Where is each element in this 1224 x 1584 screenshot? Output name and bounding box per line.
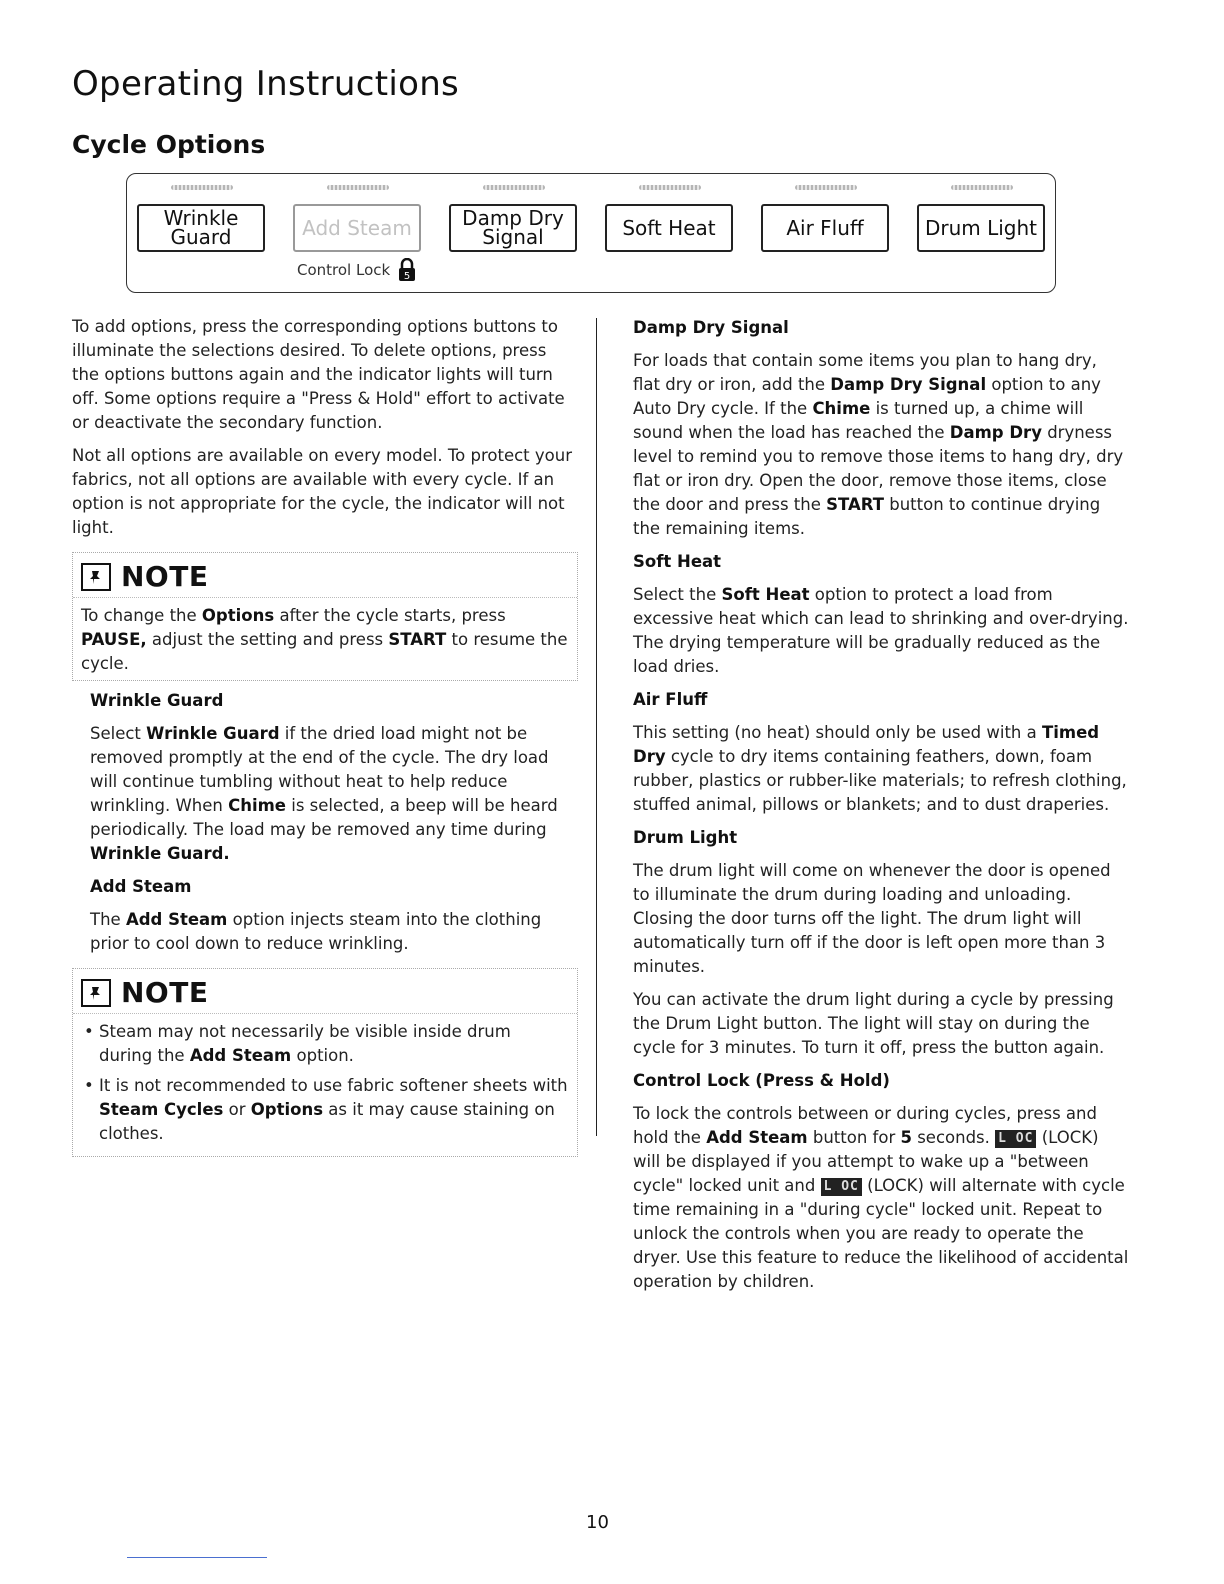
note-header (73, 969, 577, 1014)
drum-light-button[interactable]: Drum Light (917, 204, 1045, 252)
lock-display-icon: L OC (821, 1178, 862, 1196)
option-air-fluff (761, 204, 889, 252)
add-steam-button[interactable]: Add Steam (293, 204, 421, 252)
soft-heat-text: Select the Soft Heat option to protect a load from excessive heat which can lead to shrinking and over-drying. The drying temperature will be gradually reduced as the load dries. (633, 585, 1129, 676)
wrinkle-guard-button[interactable]: Wrinkle Guard (137, 204, 265, 252)
note-box-1 (72, 552, 578, 681)
wrinkle-guard-heading: Wrinkle Guard (90, 691, 224, 710)
control-lock-label (297, 258, 416, 282)
option-drum-light (917, 204, 1045, 252)
wrinkle-guard-text: Select Wrinkle Guard if the dried load might not be removed promptly at the end of the cycle. The dry load will continue tumbling without heat to help reduce wrinkling. When Chime is selected, a beep will be heard periodically. The load may be removed any time during Wrinkle Guard. (90, 724, 558, 863)
note-pushpin-icon (81, 979, 111, 1007)
note-body (73, 1014, 577, 1156)
note-header (73, 553, 577, 598)
indicator-light (639, 185, 701, 190)
indicator-light (795, 185, 857, 190)
drum-light-text-1: The drum light will come on whenever the door is opened to illuminate the drum during loading and unloading. Closing the door turns off the light. The drum light will automatically turn off if the door is left open more than 3 minutes. (633, 861, 1111, 976)
indicator-light (951, 185, 1013, 190)
drum-light-text-2: You can activate the drum light during a cycle by pressing the Drum Light button. The light will stay on during the cycle for 3 minutes. To turn it off, press the button again. (633, 990, 1114, 1057)
add-steam-text: The Add Steam option injects steam into the clothing prior to cool down to reduce wrinkling. (90, 910, 542, 953)
option-add-steam (293, 204, 421, 252)
drum-light-heading: Drum Light (633, 828, 738, 847)
add-steam-heading: Add Steam (90, 877, 192, 896)
indicator-light (171, 185, 233, 190)
lock-display-icon: L OC (995, 1130, 1036, 1148)
note-title: NOTE (121, 976, 209, 1009)
lock-icon-number: 5 (404, 271, 411, 282)
option-damp-dry-signal (449, 204, 577, 252)
control-lock-heading: Control Lock (Press & Hold) (633, 1071, 890, 1090)
soft-heat-button[interactable]: Soft Heat (605, 204, 733, 252)
page-title: Operating Instructions (72, 64, 460, 104)
left-column (72, 315, 578, 1165)
intro-paragraph-1: To add options, press the corresponding options buttons to illuminate the selections desired. To delete options, press the options buttons again and the indicator lights will turn off. Some options require a "Press & Hold" effort to activate or deactivate the secondary function. (72, 317, 565, 432)
option-soft-heat (605, 204, 733, 252)
indicator-light (483, 185, 545, 190)
option-wrinkle-guard (137, 204, 265, 252)
air-fluff-text: This setting (no heat) should only be used with a Timed Dry cycle to dry items containing feathers, down, foam rubber, plastics or rubber-like materials; to refresh clothing, stuffed animal, pillows or blankets; and to dust draperies. (633, 723, 1127, 814)
air-fluff-heading: Air Fluff (633, 690, 708, 709)
column-divider (596, 318, 597, 1136)
note-body: To change the Options after the cycle starts, press PAUSE, adjust the setting and press START to resume the cycle. (81, 606, 568, 673)
page-number: 10 (586, 1512, 609, 1533)
damp-dry-heading: Damp Dry Signal (633, 318, 789, 337)
damp-dry-signal-button[interactable]: Damp Dry Signal (449, 204, 577, 252)
footer-line (127, 1557, 267, 1558)
options-control-panel (126, 173, 1056, 293)
wrinkle-guard-section (90, 689, 578, 956)
damp-dry-text: For loads that contain some items you plan to hang dry, flat dry or iron, add the Damp Dry Signal option to any Auto Dry cycle. If the Chime is turned up, a chime will sound when the load has reached the Damp Dry dryness level to remind you to remove those items to hang dry, dry flat or iron dry. Open the door, remove those items, close the door and press the START button to continue drying the remaining items. (633, 351, 1124, 538)
control-lock-text: To lock the controls between or during cycles, press and hold the Add Steam button for 5 seconds. L OC (LOCK) will be displayed if you attempt to wake up a "between cycle" locked unit and L OC (LOCK) will alternate with cycle time remaining in a "during cycle" locked unit. Repeat to unlock the controls when you are ready to operate the dryer. Use this feature to reduce the likelihood of accidental operation by children. (633, 1104, 1129, 1291)
indicator-light (327, 185, 389, 190)
intro-paragraph-2: Not all options are available on every model. To protect your fabrics, not all options are available with every cycle. If an option is not appropriate for the cycle, the indicator will not light. (72, 446, 572, 537)
note-bullet: • It is not recommended to use fabric softener sheets with Steam Cycles or Options as it may cause staining on clothes. (99, 1074, 569, 1146)
lock-icon (398, 258, 416, 282)
note-bullet: • Steam may not necessarily be visible inside drum during the Add Steam option. (99, 1020, 569, 1068)
note-pushpin-icon (81, 563, 111, 591)
note-box-2 (72, 968, 578, 1157)
air-fluff-button[interactable]: Air Fluff (761, 204, 889, 252)
right-column (633, 316, 1129, 1303)
control-lock-text: Control Lock (297, 261, 391, 279)
soft-heat-heading: Soft Heat (633, 552, 722, 571)
section-title: Cycle Options (72, 130, 266, 159)
note-title: NOTE (121, 560, 209, 593)
